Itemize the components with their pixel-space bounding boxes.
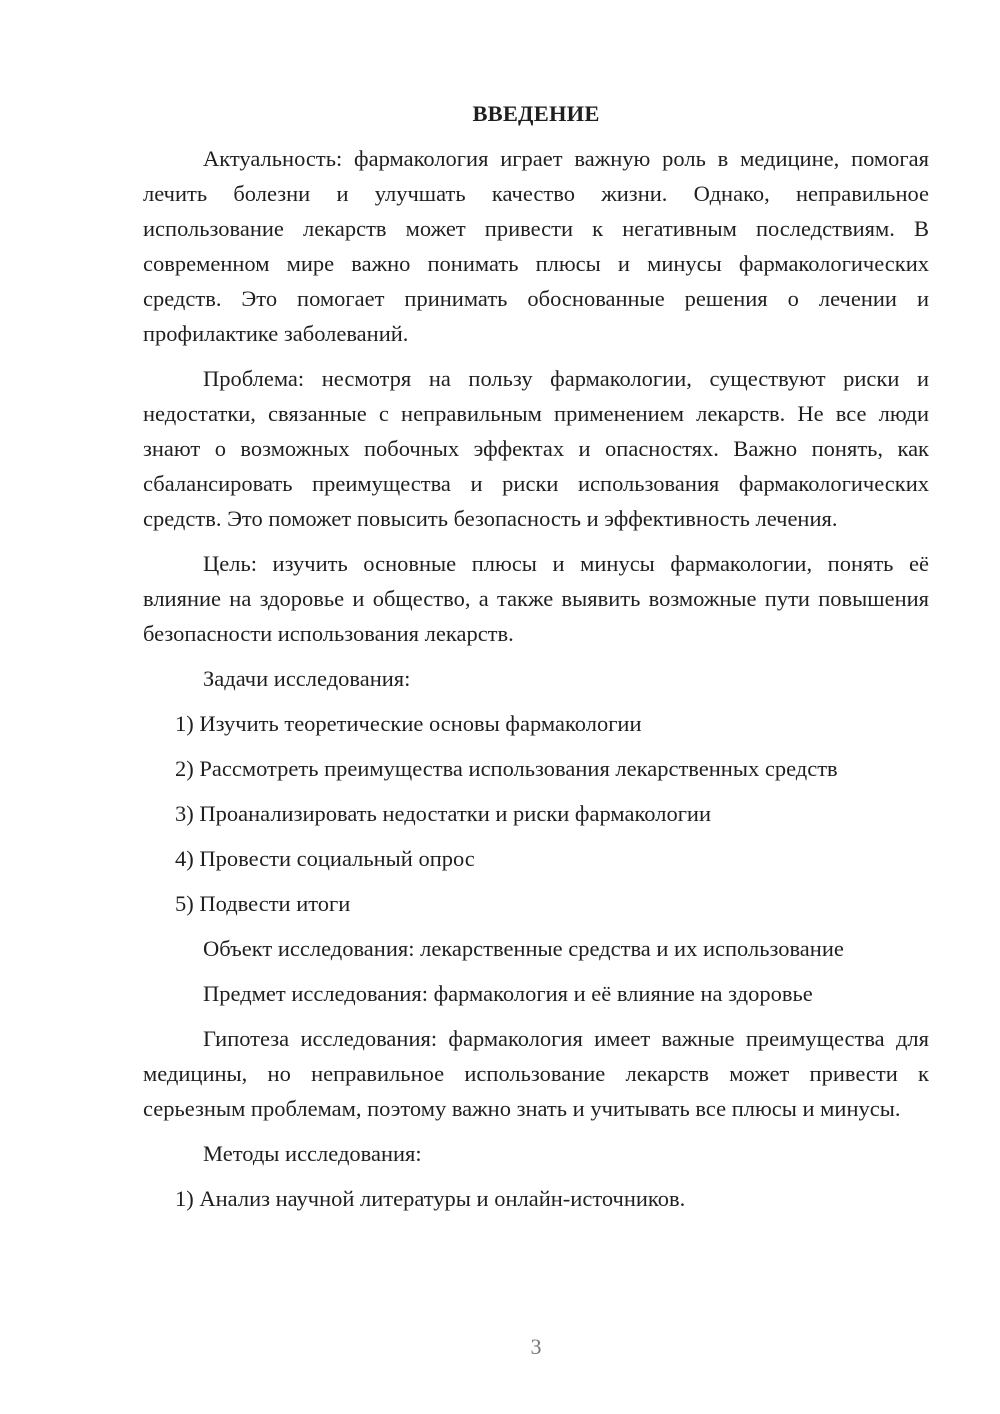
- goal-paragraph: Цель: изучить основные плюсы и минусы фармакологии, понять её влияние на здоровье и общество, а также выявить возможные пути повышения безопасности использования лекарств.: [143, 551, 929, 646]
- list-item: 3) Проанализировать недостатки и риски фармакологии: [175, 801, 712, 826]
- list-item: 5) Подвести итоги: [175, 891, 351, 916]
- relevance-paragraph: Актуальность: фармакология играет важную роль в медицине, помогая лечить болезни и улучшать качество жизни. Однако, неправильное использование лекарств может привести к негативным последствиям. В современном мире важно понимать плюсы и минусы фармакологических средств. Это помогает принимать обоснованные решения о лечении и профилактике заболеваний.: [143, 146, 929, 346]
- research-subject: Предмет исследования: фармакология и её влияние на здоровье: [203, 981, 813, 1006]
- page-content: [143, 96, 929, 1226]
- list-item: 1) Анализ научной литературы и онлайн-источников.: [175, 1186, 686, 1211]
- tasks-list: [143, 706, 929, 921]
- page-number: 3: [530, 1334, 542, 1359]
- list-item: 4) Провести социальный опрос: [175, 846, 475, 871]
- problem-paragraph: Проблема: несмотря на пользу фармакологии, существуют риски и недостатки, связанные с неправильным применением лекарств. Не все люди знают о возможных побочных эффектах и опасностях. Важно понять, как сбалансировать преимущества и риски использования фармакологических средств. Это поможет повысить безопасность и эффективность лечения.: [143, 366, 929, 531]
- hypothesis-paragraph: Гипотеза исследования: фармакология имеет важные преимущества для медицины, но неправильное использование лекарств может привести к серьезным проблемам, поэтому важно знать и учитывать все плюсы и минусы.: [143, 1026, 929, 1121]
- methods-list: [143, 1181, 929, 1216]
- methods-heading: Методы исследования:: [203, 1141, 422, 1166]
- list-item: 1) Изучить теоретические основы фармакологии: [175, 711, 642, 736]
- section-title: ВВЕДЕНИЕ: [472, 101, 600, 126]
- list-item: 2) Рассмотреть преимущества использования лекарственных средств: [175, 756, 838, 781]
- research-object: Объект исследования: лекарственные средства и их использование: [203, 936, 844, 961]
- tasks-heading: Задачи исследования:: [203, 666, 411, 691]
